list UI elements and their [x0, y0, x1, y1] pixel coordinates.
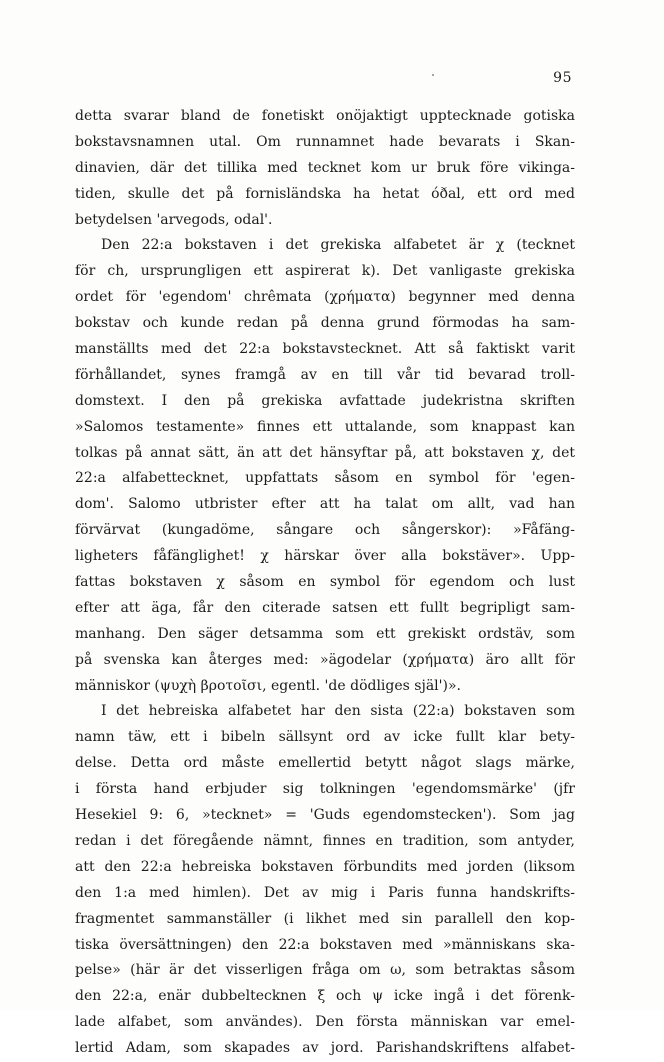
text-line: tiden, skulle det på fornisländska ha hetat óðal, ett ord med	[75, 185, 575, 202]
text-line: »Salomos testamente» finnes ett uttalande, som knappast kan	[75, 418, 575, 435]
text-line: Den 22:a bokstaven i det grekiska alfabetet är χ (tecknet	[101, 237, 575, 254]
text-line: förvärvat (kungadöme, sångare och sångerskor): »Fåfäng-	[75, 522, 575, 539]
page-number: 95	[553, 70, 572, 86]
text-line: namn täw, ett i bibeln sällsynt ord av icke fullt klar bety-	[75, 729, 575, 746]
text-line: manhang. Den säger detsamma som ett grekiskt ordstäv, som	[75, 625, 575, 642]
text-line: betydelsen 'arvegods, odal'.	[75, 211, 273, 228]
text-line: redan i det föregående nämnt, finnes en tradition, som antyder,	[75, 832, 575, 849]
text-line: för ch, ursprungligen ett aspirerat k). Det vanligaste grekiska	[75, 263, 575, 280]
text-line: efter att äga, får den citerade satsen ett fullt begripligt sam-	[75, 599, 575, 616]
text-line: lade alfabet, som användes). Den första människan var emel-	[75, 1014, 575, 1031]
text-line: dom'. Salomo utbrister efter att ha talat om allt, vad han	[75, 496, 575, 513]
text-line: lertid Adam, som skapades av jord. Parishandskriftens alfabet-	[75, 1040, 575, 1057]
body-text	[75, 104, 575, 1062]
text-line: delse. Detta ord måste emellertid betytt något slags märke,	[75, 755, 575, 772]
text-line: ligheters fåfänglighet! χ härskar över alla bokstäver». Upp-	[75, 548, 575, 565]
text-line: I det hebreiska alfabetet har den sista (22:a) bokstaven som	[101, 703, 575, 720]
text-line: tiska översättningen) den 22:a bokstaven med »människans ska-	[75, 936, 575, 953]
text-line: på svenska kan återges med: »ägodelar (χρήματα) äro allt för	[75, 651, 575, 668]
text-line: den 22:a, enär dubbeltecknen ξ och ψ icke ingå i det förenk-	[75, 988, 575, 1005]
text-line: domstext. I den på grekiska avfattade judekristna skriften	[75, 392, 575, 409]
text-line: ordet för 'egendom' chrêmata (χρήματα) begynner med denna	[75, 289, 575, 306]
text-line: 22:a alfabettecknet, uppfattats såsom en symbol för 'egen-	[75, 470, 575, 487]
text-line: bokstav och kunde redan på denna grund förmodas ha sam-	[75, 315, 575, 332]
text-line: i första hand erbjuder sig tolkningen 'egendomsmärke' (jfr	[75, 781, 575, 798]
text-line: dinavien, där det tillika med tecknet kom ur bruk före vikinga-	[75, 159, 575, 176]
text-line: manställts med det 22:a bokstavstecknet. Att så faktiskt varit	[75, 341, 575, 358]
text-line: förhållandet, synes framgå av en till vår tid bevarad troll-	[75, 366, 575, 383]
print-speck	[432, 74, 434, 76]
text-line: att den 22:a hebreiska bokstaven förbundits med jorden (liksom	[75, 858, 575, 875]
text-line: fragmentet sammanställer (i likhet med sin parallell den kop-	[75, 910, 575, 927]
text-line: pelse» (här är det visserligen fråga om ω, som betraktas såsom	[75, 962, 575, 979]
text-line: Hesekiel 9: 6, »tecknet» = 'Guds egendomstecken'). Som jag	[75, 807, 575, 824]
text-line: bokstavsnamnen utal. Om runnamnet hade bevarats i Skan-	[75, 133, 575, 150]
text-line: tolkas på annat sätt, än att det hänsyftar på, att bokstaven χ, det	[75, 444, 575, 461]
text-line: fattas bokstaven χ såsom en symbol för egendom och lust	[75, 574, 575, 591]
text-line: detta svarar bland de fonetiskt onöjaktigt upptecknade gotiska	[75, 108, 575, 124]
text-line: den 1:a med himlen). Det av mig i Paris funna handskrifts-	[75, 884, 575, 901]
text-line: människor (ψυχὴ βροτοῖσι, egentl. 'de dödliges själ')».	[75, 677, 461, 694]
